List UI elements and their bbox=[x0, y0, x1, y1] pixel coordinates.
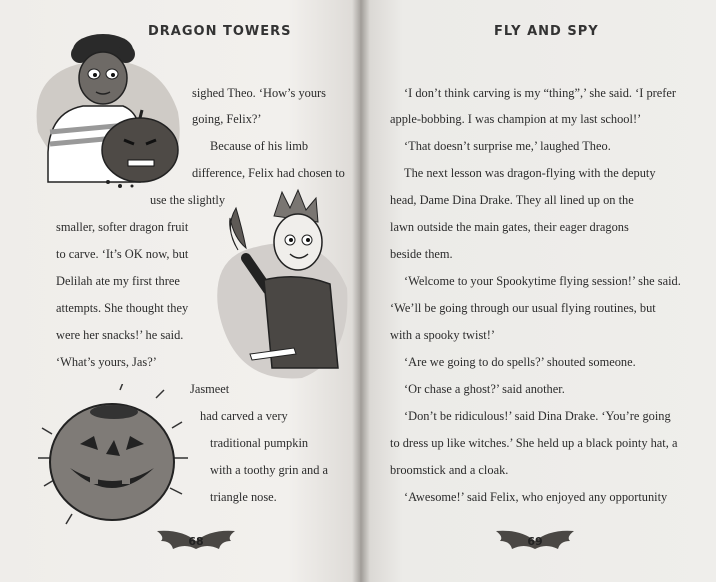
text-line: had carved a very bbox=[200, 409, 288, 423]
text-line: were her snacks!’ he said. bbox=[56, 328, 184, 342]
text-line: ‘That doesn’t surprise me,’ laughed Theo. bbox=[404, 139, 611, 153]
page-number: 69 bbox=[527, 535, 543, 548]
text-line: ‘Don’t be ridiculous!’ said Dina Drake. ‘You’re going bbox=[404, 409, 671, 423]
left-running-head: DRAGON TOWERS bbox=[148, 24, 292, 39]
right-page-folio bbox=[490, 527, 580, 555]
text-line: ‘I don’t think carving is my “thing”,’ she said. ‘I prefer bbox=[404, 86, 677, 100]
text-line: to dress up like witches.’ She held up a black pointy hat, a bbox=[390, 436, 678, 450]
text-line: ‘Or chase a ghost?’ said another. bbox=[404, 382, 565, 396]
text-line: broomstick and a cloak. bbox=[390, 463, 509, 477]
text-line: ‘Are we going to do spells?’ shouted someone. bbox=[404, 355, 636, 369]
text-line: ‘Welcome to your Spookytime flying session!’ she said. bbox=[404, 274, 681, 288]
text-line: lawn outside the main gates, their eager dragons bbox=[390, 220, 629, 234]
text-line: Jasmeet bbox=[190, 382, 230, 396]
text-line: use the slightly bbox=[150, 193, 226, 207]
right-running-head: FLY AND SPY bbox=[494, 24, 599, 39]
text-line: traditional pumpkin bbox=[210, 436, 309, 450]
text-line: ‘We’ll be going through our usual flying routines, but bbox=[390, 301, 656, 315]
text-line: ‘What’s yours, Jas?’ bbox=[56, 355, 157, 369]
right-page bbox=[360, 0, 716, 582]
text-line: to carve. ‘It’s OK now, but bbox=[56, 247, 189, 261]
theo-with-carved-pumpkin bbox=[28, 32, 186, 192]
text-line: beside them. bbox=[390, 247, 453, 261]
text-line: with a spooky twist!’ bbox=[390, 328, 495, 342]
text-line: The next lesson was dragon-flying with the deputy bbox=[404, 166, 656, 180]
text-line: going, Felix?’ bbox=[192, 112, 262, 126]
text-line: sighed Theo. ‘How’s yours bbox=[192, 86, 326, 100]
text-line: head, Dame Dina Drake. They all lined up on the bbox=[390, 193, 634, 207]
text-line: apple-bobbing. I was champion at my last school!’ bbox=[390, 112, 642, 126]
text-line: triangle nose. bbox=[210, 490, 277, 504]
felix-with-dragon-fruit bbox=[212, 188, 352, 384]
left-page-folio bbox=[151, 527, 241, 555]
book-gutter bbox=[352, 0, 370, 582]
text-line: Because of his limb bbox=[210, 139, 309, 153]
text-line: smaller, softer dragon fruit bbox=[56, 220, 189, 234]
text-line: ‘Awesome!’ said Felix, who enjoyed any opportunity bbox=[404, 490, 668, 504]
text-line: attempts. She thought they bbox=[56, 301, 189, 315]
text-line: Delilah ate my first three bbox=[56, 274, 180, 288]
jack-o-lantern bbox=[32, 384, 192, 526]
page-number: 68 bbox=[188, 535, 204, 548]
text-line: with a toothy grin and a bbox=[210, 463, 329, 477]
text-line: difference, Felix had chosen to bbox=[192, 166, 345, 180]
